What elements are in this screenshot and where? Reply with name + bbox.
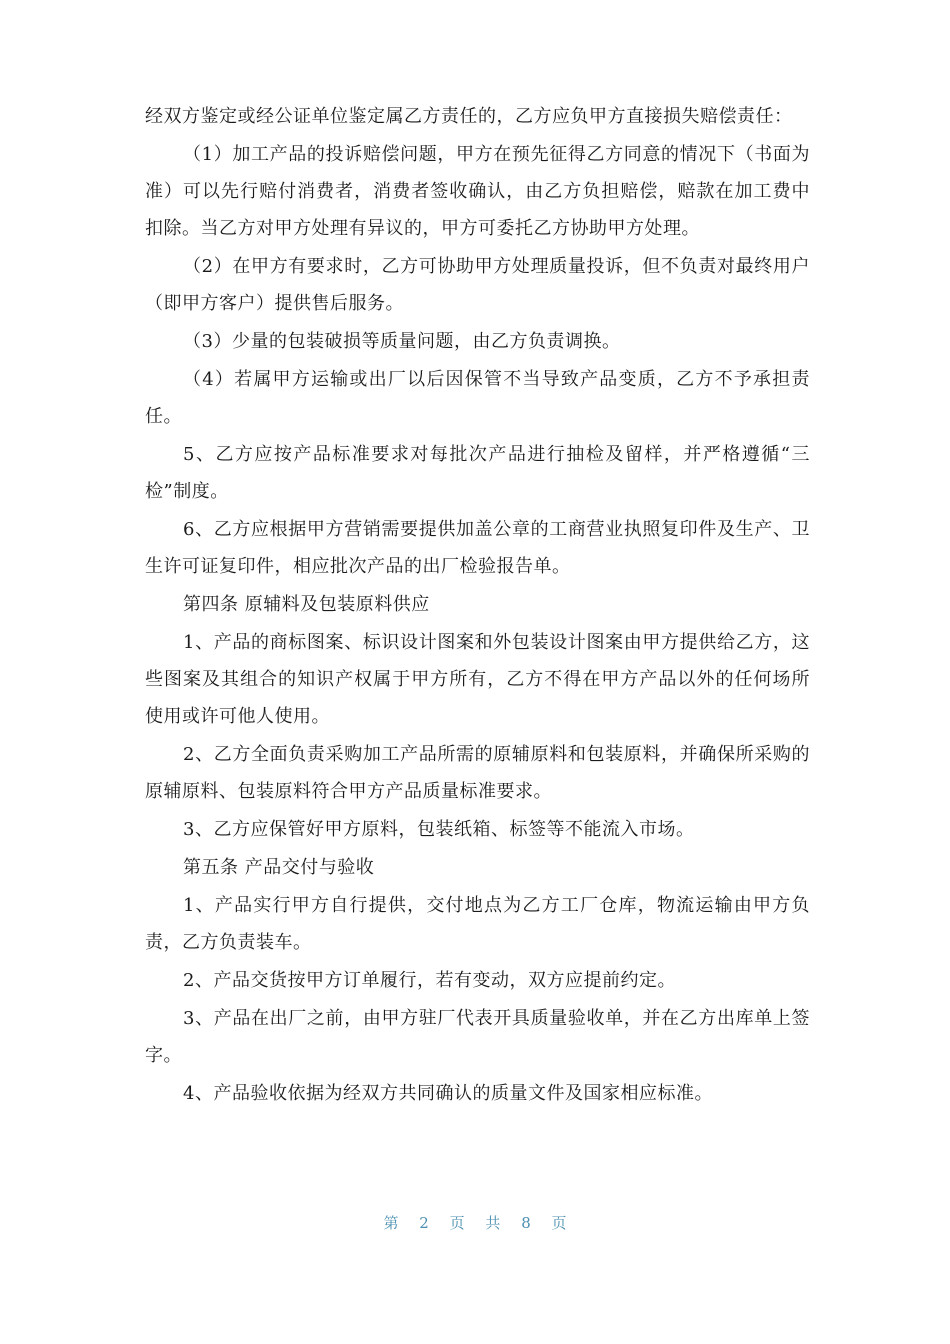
footer-word: 页 (449, 1214, 465, 1232)
paragraph: （1）加工产品的投诉赔偿问题，甲方在预先征得乙方同意的情况下（书面为准）可以先行赔付消费者，消费者签收确认，由乙方负担赔偿，赔款在加工费中扣除。当乙方对甲方处理有异议的，甲方可委托乙方协助甲方处理。 (145, 144, 810, 239)
paragraph: 4、产品验收依据为经双方共同确认的质量文件及国家相应标准。 (183, 1083, 713, 1104)
paragraph: 6、乙方应根据甲方营销需要提供加盖公章的工商营业执照复印件及生产、卫生许可证复印件，相应批次产品的出厂检验报告单。 (145, 519, 810, 577)
section-heading: 第五条 产品交付与验收 (183, 857, 375, 878)
current-page-number: 2 (419, 1214, 429, 1232)
footer-word: 第 (383, 1214, 399, 1232)
footer-word: 页 (551, 1214, 567, 1232)
section-heading: 第四条 原辅料及包装原料供应 (183, 594, 430, 615)
total-page-count: 8 (521, 1214, 531, 1232)
paragraph: 5、乙方应按产品标准要求对每批次产品进行抽检及留样，并严格遵循“三检”制度。 (145, 444, 810, 502)
document-body (145, 98, 810, 1113)
paragraph: 3、乙方应保管好甲方原料，包装纸箱、标签等不能流入市场。 (183, 819, 695, 840)
paragraph: 1、产品实行甲方自行提供，交付地点为乙方工厂仓库，物流运输由甲方负责，乙方负责装车。 (145, 895, 810, 953)
paragraph: 3、产品在出厂之前，由甲方驻厂代表开具质量验收单，并在乙方出库单上签字。 (145, 1008, 810, 1066)
paragraph: 1、产品的商标图案、标识设计图案和外包装设计图案由甲方提供给乙方，这些图案及其组合的知识产权属于甲方所有，乙方不得在甲方产品以外的任何场所使用或许可他人使用。 (145, 632, 810, 727)
page-footer (0, 1212, 950, 1233)
paragraph: 2、产品交货按甲方订单履行，若有变动，双方应提前约定。 (183, 970, 676, 991)
paragraph: （4）若属甲方运输或出厂以后因保管不当导致产品变质，乙方不予承担责任。 (145, 369, 810, 427)
paragraph: （2）在甲方有要求时，乙方可协助甲方处理质量投诉，但不负责对最终用户（即甲方客户）提供售后服务。 (145, 256, 810, 314)
footer-word: 共 (485, 1214, 501, 1232)
paragraph: （3）少量的包装破损等质量问题，由乙方负责调换。 (183, 331, 621, 352)
paragraph: 2、乙方全面负责采购加工产品所需的原辅原料和包装原料，并确保所采购的原辅原料、包装原料符合甲方产品质量标准要求。 (145, 744, 810, 802)
paragraph: 经双方鉴定或经公证单位鉴定属乙方责任的，乙方应负甲方直接损失赔偿责任： (145, 106, 793, 127)
